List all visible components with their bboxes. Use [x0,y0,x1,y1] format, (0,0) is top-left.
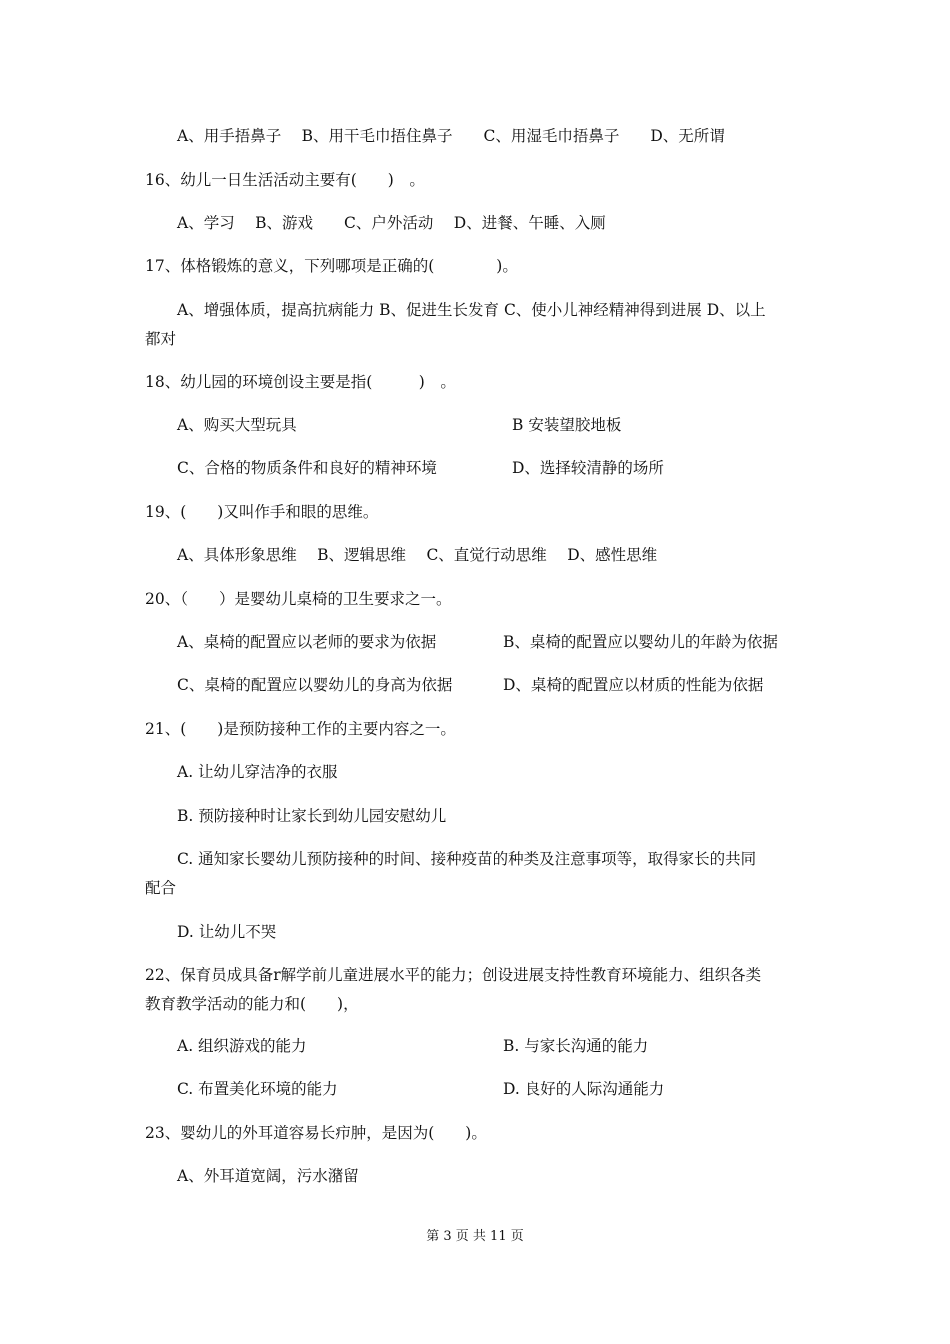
q17-options-line1: A、增强体质，提高抗病能力 B、促进生长发育 C、使小儿神经精神得到进展 D、以上 [177,301,766,319]
q18-option-a: A、购买大型玩具 [177,416,297,434]
q16-stem: 16、幼儿一日生活活动主要有( ) 。 [145,171,425,189]
q18-option-b: B 安装望胶地板 [512,416,622,434]
q21-option-c-line1: C. 通知家长婴幼儿预防接种的时间、接种疫苗的种类及注意事项等，取得家长的共同 [177,850,757,868]
q23-option-a: A、外耳道宽阔，污水潴留 [177,1167,359,1185]
q21-option-c-line2: 配合 [145,879,177,897]
q21-stem: 21、( )是预防接种工作的主要内容之一。 [145,720,456,738]
q20-option-b: B、桌椅的配置应以婴幼儿的年龄为依据 [503,633,778,651]
q23-stem: 23、婴幼儿的外耳道容易长疖肿，是因为( )。 [145,1124,487,1142]
page-footer: 第 3 页 共 11 页 [426,1229,524,1244]
q15-options: A、用手捂鼻子 B、用干毛巾捂住鼻子 C、用湿毛巾捂鼻子 D、无所谓 [177,127,725,145]
q21-option-d: D. 让幼儿不哭 [177,923,277,941]
q20-option-a: A、桌椅的配置应以老师的要求为依据 [177,633,437,651]
q22-option-c: C. 布置美化环境的能力 [177,1080,338,1098]
q17-stem: 17、体格锻炼的意义，下列哪项是正确的( )。 [145,257,518,275]
q20-option-c: C、桌椅的配置应以婴幼儿的身高为依据 [177,676,453,694]
q22-stem-line1: 22、保育员成具备r解学前儿童进展水平的能力；创设进展支持性教育环境能力、组织各类 [145,966,762,984]
q19-options: A、具体形象思维 B、逻辑思维 C、直觉行动思维 D、感性思维 [177,546,658,564]
q21-option-a: A. 让幼儿穿洁净的衣服 [177,763,338,781]
q16-options: A、学习 B、游戏 C、户外活动 D、进餐、午睡、入厕 [177,214,606,232]
q20-stem: 20、（ ）是婴幼儿桌椅的卫生要求之一。 [145,590,452,608]
q18-stem: 18、幼儿园的环境创设主要是指( ) 。 [145,373,456,391]
q18-option-d: D、选择较清静的场所 [512,459,664,477]
q20-option-d: D、桌椅的配置应以材质的性能为依据 [503,676,764,694]
q22-option-d: D. 良好的人际沟通能力 [503,1080,665,1098]
q22-stem-line2: 教育教学活动的能力和( )， [145,995,359,1013]
q22-option-b: B. 与家长沟通的能力 [503,1037,649,1055]
q22-option-a: A. 组织游戏的能力 [177,1037,307,1055]
q17-options-line2: 都对 [145,330,177,348]
q19-stem: 19、( )又叫作手和眼的思维。 [145,503,379,521]
q21-option-b: B. 预防接种时让家长到幼儿园安慰幼儿 [177,807,447,825]
q18-option-c: C、合格的物质条件和良好的精神环境 [177,459,437,477]
